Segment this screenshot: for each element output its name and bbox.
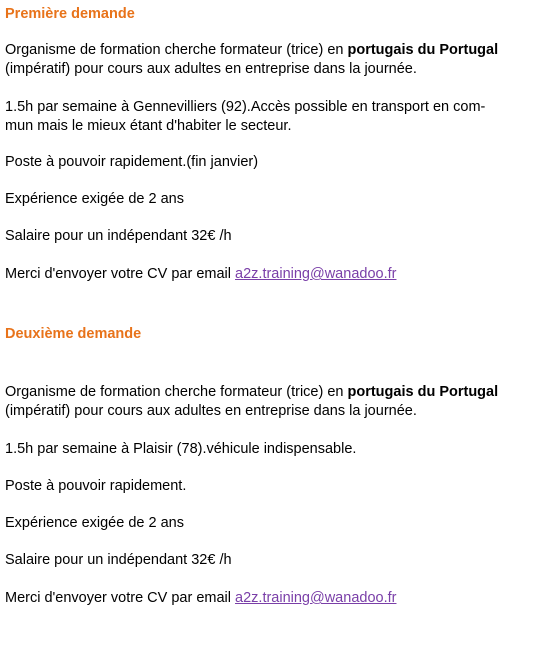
section-1-contact xyxy=(5,265,553,284)
section-2-schedule: 1.5h par semaine à Plaisir (78).véhicule indispensable. xyxy=(5,441,357,457)
section-2-intro-line-2: (impératif) pour cours aux adultes en entreprise dans la journée. xyxy=(5,403,417,419)
section-2-intro-text: Organisme de formation cherche formateur (trice) en xyxy=(5,384,348,400)
section-1-contact-text: Merci d'envoyer votre CV par email xyxy=(5,266,236,282)
section-2-salary: Salaire pour un indépendant 32€ /h xyxy=(5,552,232,568)
section-1-salary: Salaire pour un indépendant 32€ /h xyxy=(5,228,232,244)
section-1-heading: Première demande xyxy=(5,6,135,22)
section-2-heading: Deuxième demande xyxy=(5,326,142,342)
section-2-start: Poste à pouvoir rapidement. xyxy=(5,478,187,494)
section-1-intro-text: Organisme de formation cherche formateur (trice) en xyxy=(5,42,348,58)
section-2-intro xyxy=(5,383,553,421)
section-1-schedule-line-1: 1.5h par semaine à Gennevilliers (92).Accès possible en transport en com- xyxy=(5,99,486,115)
section-1-schedule xyxy=(5,98,553,136)
section-2-contact xyxy=(5,589,553,608)
section-1-schedule-line-2: mun mais le mieux étant d'habiter le secteur. xyxy=(5,118,292,134)
section-2-intro-line-1 xyxy=(5,383,553,402)
section-2-intro-bold: portugais du Portugal xyxy=(347,384,499,400)
section-1-intro xyxy=(5,41,553,79)
section-2-email-link[interactable]: a2z.training@wanadoo.fr xyxy=(235,590,397,606)
section-2-contact-text: Merci d'envoyer votre CV par email xyxy=(5,590,236,606)
section-1-start: Poste à pouvoir rapidement.(fin janvier) xyxy=(5,154,259,170)
section-1-intro-bold: portugais du Portugal xyxy=(347,42,499,58)
section-2-experience: Expérience exigée de 2 ans xyxy=(5,515,184,531)
section-1-intro-line-2: (impératif) pour cours aux adultes en entreprise dans la journée. xyxy=(5,61,417,77)
section-1-email-link[interactable]: a2z.training@wanadoo.fr xyxy=(235,266,397,282)
section-1-experience: Expérience exigée de 2 ans xyxy=(5,191,184,207)
section-1-intro-line-1 xyxy=(5,41,553,60)
